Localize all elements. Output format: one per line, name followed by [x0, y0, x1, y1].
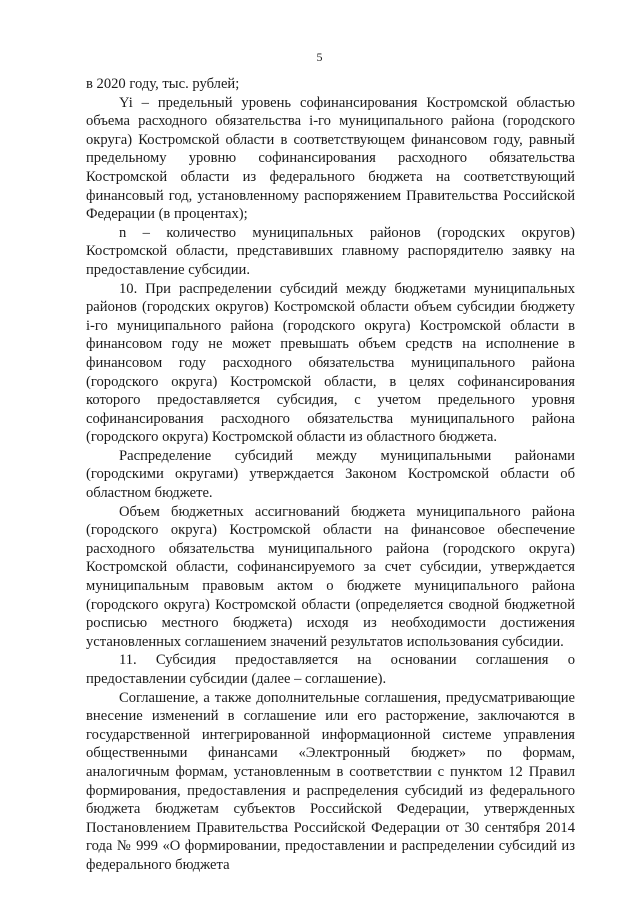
paragraph: в 2020 году, тыс. рублей;	[86, 76, 240, 92]
paragraph: Распределение субсидий между муниципальными районами (городскими округами) утверждается Законом Костромской области об областном бюджете.	[86, 447, 575, 502]
paragraph: 11. Субсидия предоставляется на основании соглашения о предоставлении субсидии (далее – соглашение).	[86, 652, 575, 687]
paragraph: 10. При распределении субсидий между бюджетами муниципальных районов (городских округов) Костромской области объем субсидии бюджету i-го муниципального района (городского округа) Костромской области в финансовом году не может превышать объем средств на исполнение в финансовом году расходного обязательства муниципального района (городского округа) Костромской области, в целях софинансирования которого предоставляется субсидия, с учетом предельного уровня софинансирования расходного обязательства муниципального района (городского округа) Костромской области из областного бюджета.	[86, 280, 575, 446]
paragraph: Соглашение, а также дополнительные соглашения, предусматривающие внесение изменений в соглашение или его расторжение, заключаются в государственной интегрированной информационной системе управления общественными финансами «Электронный бюджет» по формам, аналогичным формам, установленным в соответствии с пунктом 12 Правил формирования, предоставления и распределения субсидий из федерального бюджета бюджетам субъектов Российской Федерации, утвержденных Постановлением Правительства Российской Федерации от 30 сентября 2014 года № 999 «О формировании, предоставлении и распределении субсидий из федерального бюджета	[86, 689, 575, 873]
paragraph: Yi – предельный уровень софинансирования Костромской областью объема расходного обязательства i-го муниципального района (городского округа) Костромской области в соответствующем финансовом году, равный предельному уровню софинансирования расходного обязательства Костромской области из федерального бюджета на соответствующий финансовый год, установленному распоряжением Правительства Российской Федерации (в процентах);	[86, 94, 575, 223]
document-body	[86, 75, 575, 875]
paragraph: n – количество муниципальных районов (городских округов) Костромской области, представивших главному распорядителю заявку на предоставление субсидии.	[86, 224, 575, 278]
page-number: 5	[316, 50, 323, 64]
paragraph: Объем бюджетных ассигнований бюджета муниципального района (городского округа) Костромской области на финансовое обеспечение расходного обязательства муниципального района (городского округа) Костромской области, софинансируемого за счет субсидии, утверждается муниципальным правовым актом о бюджете муниципального района (городского округа) Костромской области (определяется сводной бюджетной росписью местного бюджета) исходя из необходимости достижения установленных соглашением значений результатов использования субсидии.	[86, 503, 575, 650]
